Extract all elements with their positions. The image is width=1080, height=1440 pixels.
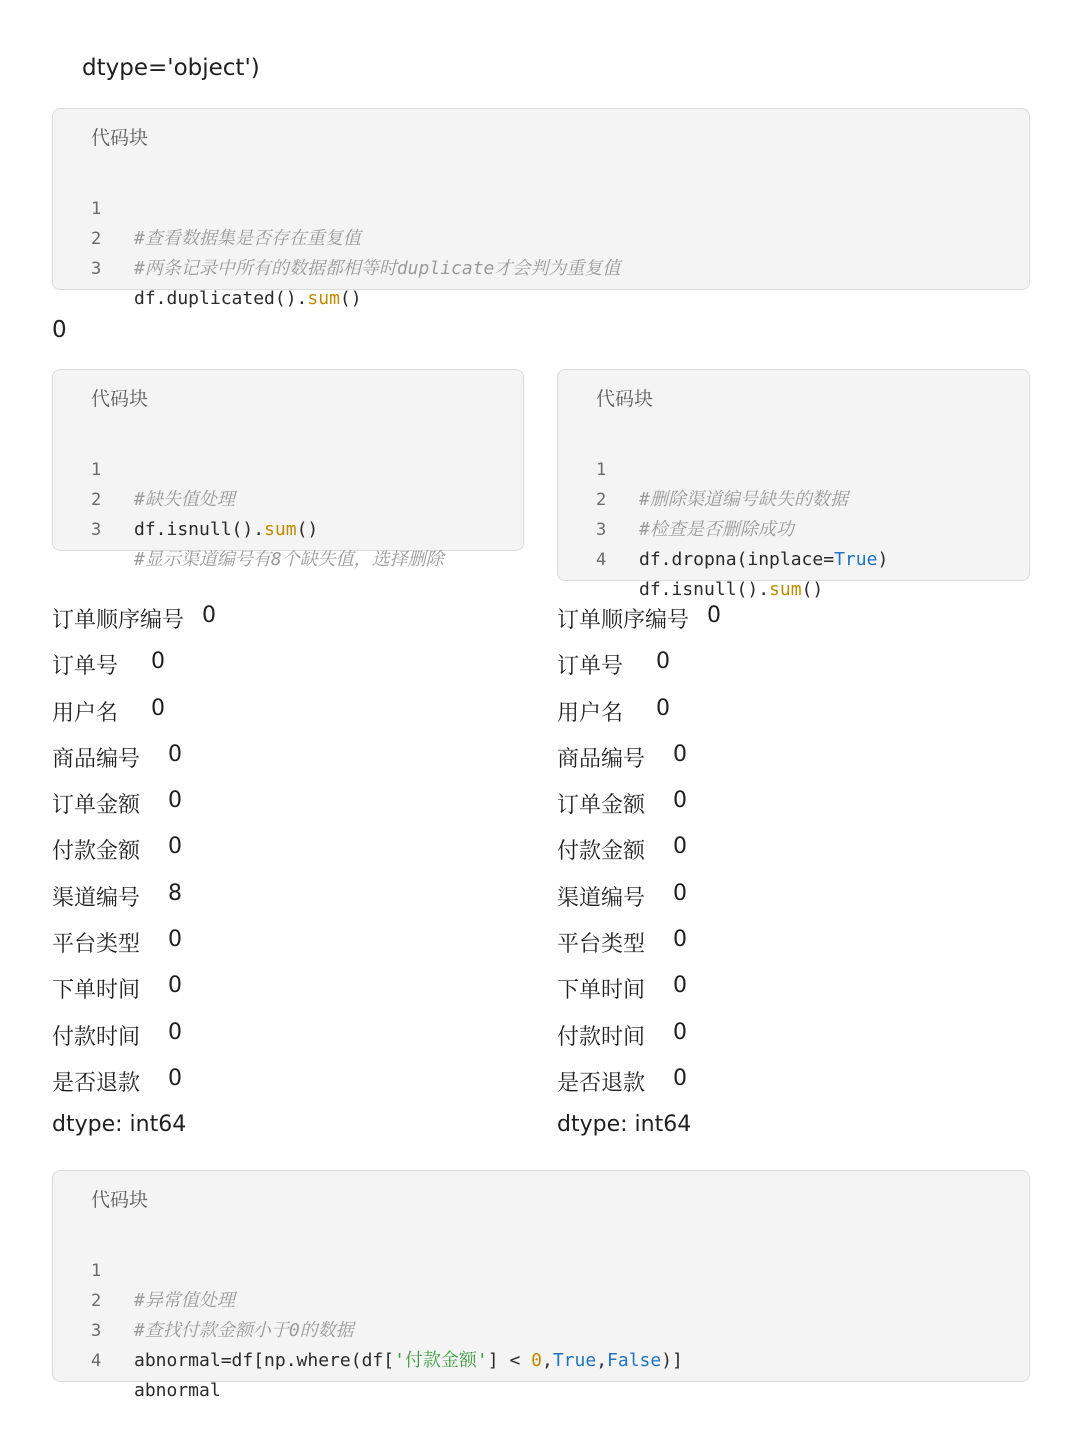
series-row (557, 1020, 1017, 1066)
code-comment: #检查是否删除成功 (639, 519, 794, 540)
series-key: 付款金额 (557, 839, 646, 865)
code-number: 0 (531, 1350, 542, 1371)
code-string: '付款金额' (394, 1350, 488, 1371)
code-function: sum (769, 579, 802, 600)
code-text (639, 575, 823, 605)
series-dtype (557, 1112, 1017, 1158)
series-key: 平台类型 (557, 932, 646, 958)
code-block-duplicates (52, 108, 1030, 309)
code-plain: df.isnull(). (639, 579, 770, 600)
code-comment: #查找付款金额小于0的数据 (134, 1320, 354, 1341)
series-key: 平台类型 (52, 932, 141, 958)
line-number: 1 (91, 460, 102, 480)
code-line (53, 425, 523, 510)
output-dtype-object: dtype='object') (82, 55, 260, 81)
series-value: 0 (168, 927, 182, 953)
line-number: 1 (91, 1261, 102, 1281)
code-text (134, 515, 318, 545)
code-block-title: 代码块 (91, 1189, 149, 1211)
series-row (557, 603, 1017, 649)
series-value: 0 (151, 649, 165, 675)
output-duplicate-count: 0 (52, 317, 67, 343)
code-block-title: 代码块 (596, 388, 654, 410)
series-value: 0 (168, 834, 182, 860)
code-comment: #删除渠道编号缺失的数据 (639, 489, 848, 510)
series-key: 渠道编号 (557, 885, 646, 911)
code-block-title: 代码块 (91, 127, 149, 149)
series-key: 渠道编号 (52, 885, 141, 911)
series-value: 0 (168, 1065, 182, 1091)
series-value: 0 (168, 973, 182, 999)
code-comment: #缺失值处理 (134, 489, 235, 510)
code-line (53, 1226, 1029, 1311)
series-row (557, 834, 1017, 880)
code-block-outliers (52, 1170, 1030, 1401)
code-text: abnormal (134, 1380, 221, 1401)
code-plain: () (296, 519, 319, 540)
series-row (52, 696, 512, 742)
code-plain: ) (877, 549, 889, 570)
series-value: 0 (151, 695, 165, 721)
line-number: 3 (91, 520, 102, 540)
series-row (52, 927, 512, 973)
series-value: 0 (673, 973, 687, 999)
series-key: 订单金额 (52, 793, 141, 819)
series-value: 0 (168, 741, 182, 767)
series-key: 商品编号 (52, 746, 141, 772)
series-key: 是否退款 (52, 1070, 141, 1096)
code-text (134, 284, 362, 314)
series-value: 0 (673, 788, 687, 814)
code-function: sum (307, 288, 340, 309)
series-key: 订单号 (52, 654, 119, 680)
line-number: 1 (596, 460, 607, 480)
series-dtype-text: dtype: int64 (52, 1112, 187, 1138)
line-number: 3 (596, 520, 607, 540)
code-text (134, 1346, 683, 1376)
series-value: 0 (656, 649, 670, 675)
series-value: 0 (673, 834, 687, 860)
series-row (557, 1066, 1017, 1112)
series-row (557, 881, 1017, 927)
output-series-right (557, 603, 1017, 1159)
series-value: 0 (673, 1019, 687, 1045)
series-key: 用户名 (557, 700, 624, 726)
series-row (52, 603, 512, 649)
code-comment: #显示渠道编号有8个缺失值，选择删除 (134, 549, 444, 570)
line-number: 2 (91, 1291, 102, 1311)
code-plain: , (596, 1350, 608, 1371)
series-key: 订单顺序编号 (52, 608, 185, 633)
series-row (52, 1020, 512, 1066)
series-row (52, 649, 512, 695)
series-row (557, 742, 1017, 788)
series-value: 8 (168, 880, 182, 906)
code-keyword: False (607, 1350, 662, 1371)
code-plain: df.dropna(inplace= (639, 549, 835, 570)
code-keyword: True (834, 549, 878, 570)
series-row (52, 742, 512, 788)
code-plain: () (801, 579, 824, 600)
line-number: 2 (596, 490, 607, 510)
series-value: 0 (673, 927, 687, 953)
code-plain: ] < (487, 1350, 532, 1371)
code-plain: abnormal=df[np.where(df[ (134, 1350, 395, 1371)
series-row (557, 696, 1017, 742)
code-text (639, 545, 888, 575)
series-key: 用户名 (52, 700, 119, 726)
series-key: 商品编号 (557, 746, 646, 772)
series-value: 0 (168, 788, 182, 814)
series-key: 付款时间 (52, 1024, 141, 1050)
code-plain: )] (661, 1350, 683, 1371)
output-series-left (52, 603, 512, 1159)
line-number: 3 (91, 1321, 102, 1341)
series-key: 订单顺序编号 (557, 608, 690, 633)
series-row (557, 973, 1017, 1019)
code-block-missing-values (52, 369, 524, 570)
series-row (557, 927, 1017, 973)
series-row (557, 788, 1017, 834)
series-value: 0 (707, 603, 721, 628)
code-block-title: 代码块 (91, 388, 149, 410)
series-value: 0 (673, 880, 687, 906)
series-value: 0 (673, 1065, 687, 1091)
code-function: sum (264, 519, 297, 540)
series-key: 下单时间 (52, 978, 141, 1004)
code-comment: #两条记录中所有的数据都相等时duplicate才会判为重复值 (134, 258, 621, 279)
line-number: 4 (596, 550, 607, 570)
code-plain: df.duplicated(). (134, 288, 308, 309)
series-row (52, 834, 512, 880)
code-line (53, 164, 1029, 249)
series-key: 订单金额 (557, 793, 646, 819)
line-number: 2 (91, 229, 102, 249)
series-key: 下单时间 (557, 978, 646, 1004)
line-number: 3 (91, 259, 102, 279)
code-plain: df.isnull(). (134, 519, 265, 540)
series-key: 付款时间 (557, 1024, 646, 1050)
code-block-dropna (557, 369, 1030, 600)
series-row (52, 973, 512, 1019)
series-key: 付款金额 (52, 839, 141, 865)
series-key: 订单号 (557, 654, 624, 680)
code-plain: , (541, 1350, 553, 1371)
line-number: 4 (91, 1351, 102, 1371)
code-comment: #查看数据集是否存在重复值 (134, 228, 361, 249)
series-value: 0 (673, 741, 687, 767)
series-value: 0 (656, 695, 670, 721)
code-line (558, 425, 1029, 510)
series-value: 0 (202, 603, 216, 628)
code-plain: () (339, 288, 362, 309)
code-comment: #异常值处理 (134, 1290, 235, 1311)
series-row (52, 881, 512, 927)
line-number: 2 (91, 490, 102, 510)
series-row (52, 788, 512, 834)
line-number: 1 (91, 199, 102, 219)
series-dtype (52, 1112, 512, 1158)
code-keyword: True (552, 1350, 597, 1371)
series-row (557, 649, 1017, 695)
series-dtype-text: dtype: int64 (557, 1112, 692, 1138)
series-row (52, 1066, 512, 1112)
series-key: 是否退款 (557, 1070, 646, 1096)
series-value: 0 (168, 1019, 182, 1045)
